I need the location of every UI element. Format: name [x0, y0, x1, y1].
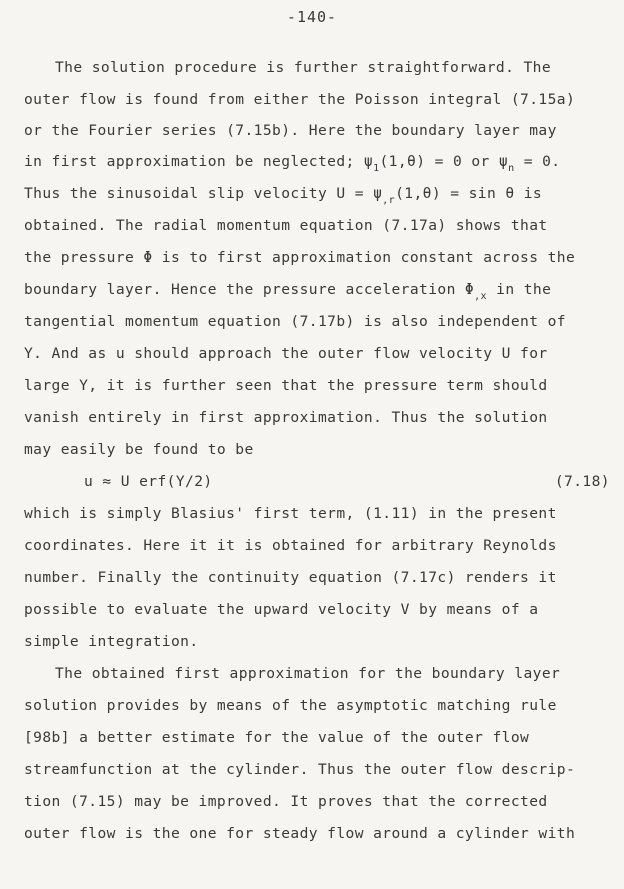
- text-line: Y. And as u should approach the outer flow velocity U for: [24, 345, 548, 362]
- text-run: boundary layer. Hence the pressure acceleration Φ: [24, 281, 475, 298]
- text-line: which is simply Blasius' first term, (1.11) in the present: [24, 505, 557, 522]
- text-line: large Y, it is further seen that the pressure term should: [24, 377, 548, 394]
- text-line: outer flow is found from either the Poisson integral (7.15a): [24, 91, 576, 108]
- text-line: number. Finally the continuity equation (7.17c) renders it: [24, 569, 557, 586]
- text-line: [24, 153, 561, 174]
- text-line: obtained. The radial momentum equation (7.17a) shows that: [24, 217, 548, 234]
- equation-number: (7.18): [554, 473, 610, 490]
- text-line: or the Fourier series (7.15b). Here the boundary layer may: [24, 122, 557, 139]
- subscript: n: [508, 163, 515, 174]
- text-line: [24, 185, 543, 206]
- text-run: in first approximation be neglected; ψ: [24, 153, 374, 170]
- text-run: = 0.: [514, 153, 561, 170]
- text-line: coordinates. Here it it is obtained for arbitrary Reynolds: [24, 537, 557, 554]
- text-line: simple integration.: [24, 633, 199, 650]
- page-number: -140-: [286, 8, 338, 26]
- text-line: The solution procedure is further straightforward. The: [55, 59, 552, 76]
- text-run: Thus the sinusoidal slip velocity U = ψ: [24, 185, 383, 202]
- subscript: ,x: [474, 291, 487, 302]
- equation-expression: u ≈ U erf(Y/2): [84, 473, 213, 490]
- text-run: (1,θ) = sin θ is: [395, 185, 543, 202]
- subscript: 1: [373, 163, 380, 174]
- text-line: may easily be found to be: [24, 441, 254, 458]
- text-line: [24, 281, 552, 302]
- text-line: vanish entirely in first approximation. Thus the solution: [24, 409, 548, 426]
- text-line: The obtained first approximation for the boundary layer: [55, 665, 561, 682]
- text-line: possible to evaluate the upward velocity V by means of a: [24, 601, 539, 618]
- text-run: in the: [486, 281, 552, 298]
- text-line: streamfunction at the cylinder. Thus the outer flow descrip-: [24, 761, 576, 778]
- text-line: outer flow is the one for steady flow around a cylinder with: [24, 825, 576, 842]
- text-line: [98b] a better estimate for the value of the outer flow: [24, 729, 530, 746]
- text-run: (1,θ) = 0 or ψ: [379, 153, 509, 170]
- text-line: tion (7.15) may be improved. It proves that the corrected: [24, 793, 548, 810]
- text-line: the pressure Φ is to first approximation constant across the: [24, 249, 576, 266]
- text-line: tangential momentum equation (7.17b) is also independent of: [24, 313, 566, 330]
- subscript: ,r: [382, 195, 396, 206]
- text-line: solution provides by means of the asymptotic matching rule: [24, 697, 557, 714]
